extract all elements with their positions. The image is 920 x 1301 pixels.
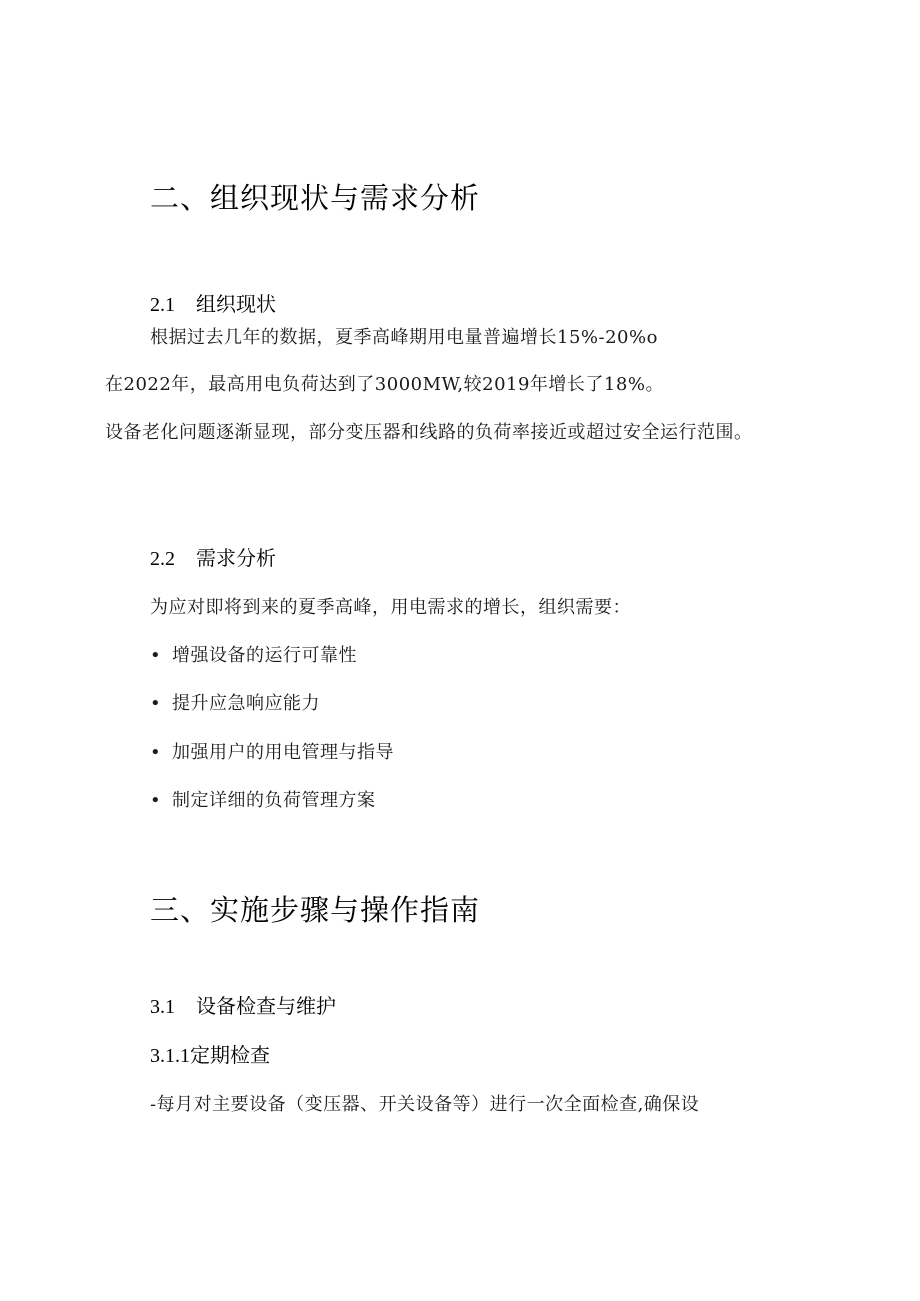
subsection-3-1-1-title: 定期检查 <box>190 1043 270 1067</box>
bullet-symbol: • <box>150 693 162 714</box>
subsection-2-1-heading <box>150 288 276 317</box>
subsection-2-1-title: 组织现状 <box>196 292 276 316</box>
subsection-2-2-number: 2.2 <box>150 548 175 570</box>
subsection-3-1-1-number: 3.1.1 <box>150 1045 190 1067</box>
subsection-3-1-1-heading <box>150 1039 270 1068</box>
bullet-symbol: • <box>150 742 162 763</box>
bullet-symbol: • <box>150 645 162 666</box>
subsection-2-2-heading <box>150 542 276 571</box>
subsection-3-1-number: 3.1 <box>150 996 175 1018</box>
subsection-3-1-title: 设备检查与维护 <box>196 994 336 1018</box>
list-item-text: 制定详细的负荷管理方案 <box>172 790 376 811</box>
list-item-text: 加强用户的用电管理与指导 <box>172 742 394 763</box>
paragraph-monthly-check: -每月对主要设备（变压器、开关设备等）进行一次全面检查,确保设 <box>150 1094 700 1115</box>
paragraph-peak-load: 在2022年，最高用电负荷达到了3000MW,较2019年增长了18%。 <box>105 374 664 395</box>
subsection-3-1-heading <box>150 990 336 1019</box>
list-item <box>150 786 376 812</box>
list-item-text: 增强设备的运行可靠性 <box>172 645 357 666</box>
section-2-heading: 二、组织现状与需求分析 <box>150 181 481 215</box>
list-item <box>150 738 394 764</box>
bullet-symbol: • <box>150 790 162 811</box>
paragraph-growth: 根据过去几年的数据，夏季高峰期用电量普遍增长15%-20%o <box>150 327 658 348</box>
paragraph-demand-intro: 为应对即将到来的夏季高峰，用电需求的增长，组织需要： <box>150 597 631 618</box>
list-item <box>150 641 357 667</box>
list-item-text: 提升应急响应能力 <box>172 693 320 714</box>
subsection-2-2-title: 需求分析 <box>196 546 276 570</box>
section-3-heading: 三、实施步骤与操作指南 <box>150 893 481 927</box>
list-item <box>150 689 320 715</box>
subsection-2-1-number: 2.1 <box>150 294 175 316</box>
paragraph-equipment-aging: 设备老化问题逐渐显现，部分变压器和线路的负荷率接近或超过安全运行范围。 <box>105 422 753 443</box>
